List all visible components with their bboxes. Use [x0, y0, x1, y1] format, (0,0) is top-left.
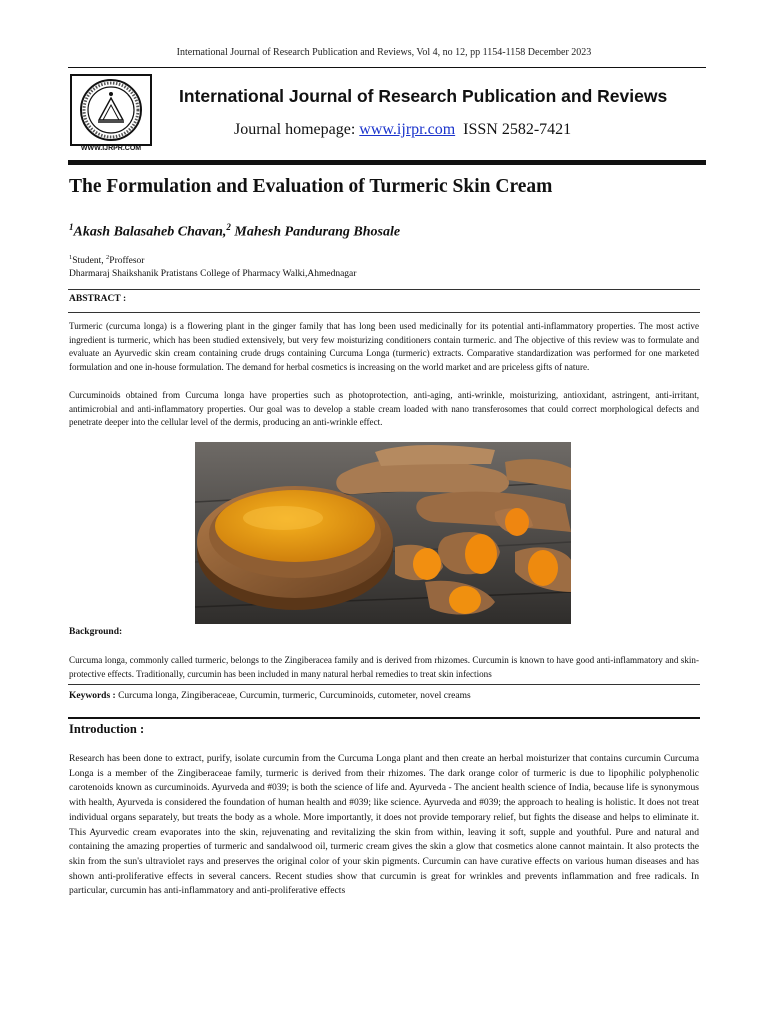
- background-paragraph: Curcuma longa, commonly called turmeric, belongs to the Zingiberacea family and is derived from rhizomes. Curcumin is known to have good anti-inflammatory and skin-protective effects. Traditionally, curcumin has been included in many natural herbal remedies to treat skin infections: [69, 655, 699, 679]
- turmeric-photo: [195, 442, 571, 624]
- role2: Proffesor: [109, 256, 145, 267]
- institution: Dharmaraj Shaikshanik Pratistans College of Pharmacy Walki,Ahmednagar: [69, 269, 357, 280]
- logo-caption: WWW.IJRPR.COM: [80, 145, 142, 152]
- intro-rule: [68, 717, 700, 719]
- affiliations: [69, 251, 356, 281]
- role1: Student,: [72, 256, 107, 267]
- abstract-rule-top: [68, 289, 700, 290]
- keywords-text: Curcuma longa, Zingiberaceae, Curcumin, turmeric, Curcuminoids, cutometer, novel creams: [118, 691, 471, 701]
- journal-name: International Journal of Research Publication and Reviews: [179, 86, 668, 106]
- introduction-paragraph: Research has been done to extract, purify, isolate curcumin from the Curcuma Longa plant and then create an herbal moisturizer that contains curcumin Curcuma Longa is a member of the Zingiberaceae family, turmeric is derived from their rhizomes. The dark orange color of turmeric is due to lipophilic polyphenolic carotenoids known as curcuminoids. Ayurveda and #039; is both the science of life and. Ayurveda - The ancient health science of India, because life is synonymous with health, Ayurveda is considered the foundation of human health and #039; like science. Ayurveda and #039; the approach to healing is holistic. It does not treat individual organs separately, but treats the body as a whole. More importantly, it does not provide temporary relief, but fights the disease and helps to eliminate it. This Ayurvedic cream evaporates into the skin, rejuvenating and revitalizing the skin from within, leaving it soft, supple and youthful. Pure and natural and containing the amazing properties of turmeric and sandalwood oil, turmeric cream gives the skin a glow that cosmetics alone cannot maintain. It also protects the skin from the sun's ultraviolet rays and preserves the original color of your skin pigments. Curcumin can have curative effects on various human diseases and has shown anti-proliferative effects in several cancers. Recent studies show that curcumin is great for wrinkles and prevents inflammation and free radicals. In particular, curcumin has anti-inflammatory and anti-proliferative effects: [69, 753, 699, 897]
- running-head: International Journal of Research Publication and Reviews, Vol 4, no 12, pp 1154-1158 December 2023: [176, 47, 592, 58]
- abstract-paragraph-2: Curcuminoids obtained from Curcuma longa have properties such as photoprotection, anti-aging, anti-wrinkle, moisturizing, antioxidant, astringent, anti-irritant, antimicrobial and anti-inflammatory properties. Our goal was to develop a stable cream loaded with nano transferosomes that could correct morphological defects and penetrate deeper into the cellular level of the dermis, producing an anti-wrinkle effect.: [69, 390, 699, 428]
- keywords: [69, 691, 471, 701]
- journal-homepage: [234, 121, 571, 139]
- authors: [69, 222, 400, 241]
- homepage-label: Journal homepage:: [234, 121, 360, 138]
- header-rule: [68, 67, 706, 68]
- author2-number: 2: [226, 222, 231, 232]
- article-title: The Formulation and Evaluation of Turmeric Skin Cream: [69, 176, 553, 197]
- role2-number: 2: [106, 254, 110, 261]
- introduction-heading: Introduction :: [69, 722, 145, 736]
- keywords-label: Keywords :: [69, 691, 119, 701]
- abstract-label: ABSTRACT :: [69, 294, 127, 304]
- role1-number: 1: [69, 254, 73, 261]
- background-label: Background:: [69, 627, 123, 637]
- abstract-rule-bottom: [68, 312, 700, 313]
- journal-seal-logo: [70, 74, 152, 154]
- issn: ISSN 2582-7421: [463, 121, 572, 138]
- keywords-rule: [68, 684, 700, 685]
- author1: Akash Balasaheb Chavan,: [73, 224, 227, 240]
- turmeric-bowl-illustration: [195, 442, 571, 624]
- title-rule: [68, 160, 706, 165]
- author1-number: 1: [69, 222, 74, 232]
- journal-seal-icon: [70, 74, 152, 146]
- author2: Mahesh Pandurang Bhosale: [230, 224, 401, 240]
- abstract-paragraph-1: Turmeric (curcuma longa) is a flowering plant in the ginger family that has long been used medicinally for its potential anti-inflammatory properties. The most active ingredient is turmeric, which has been studied extensively, but very few moisturizing conditioners contain turmeric. and The objective of this review was to formulate and evaluate an Ayurvedic skin cream containing crude drugs containing Curcuma Longa (turmeric) extracts. Comparative standardization was performed for one marketed formulation and one in-house formulation. The demand for herbal cosmetics is increasing on the world market and are priceless gifts of nature.: [69, 321, 699, 373]
- homepage-link[interactable]: www.ijrpr.com: [359, 121, 456, 138]
